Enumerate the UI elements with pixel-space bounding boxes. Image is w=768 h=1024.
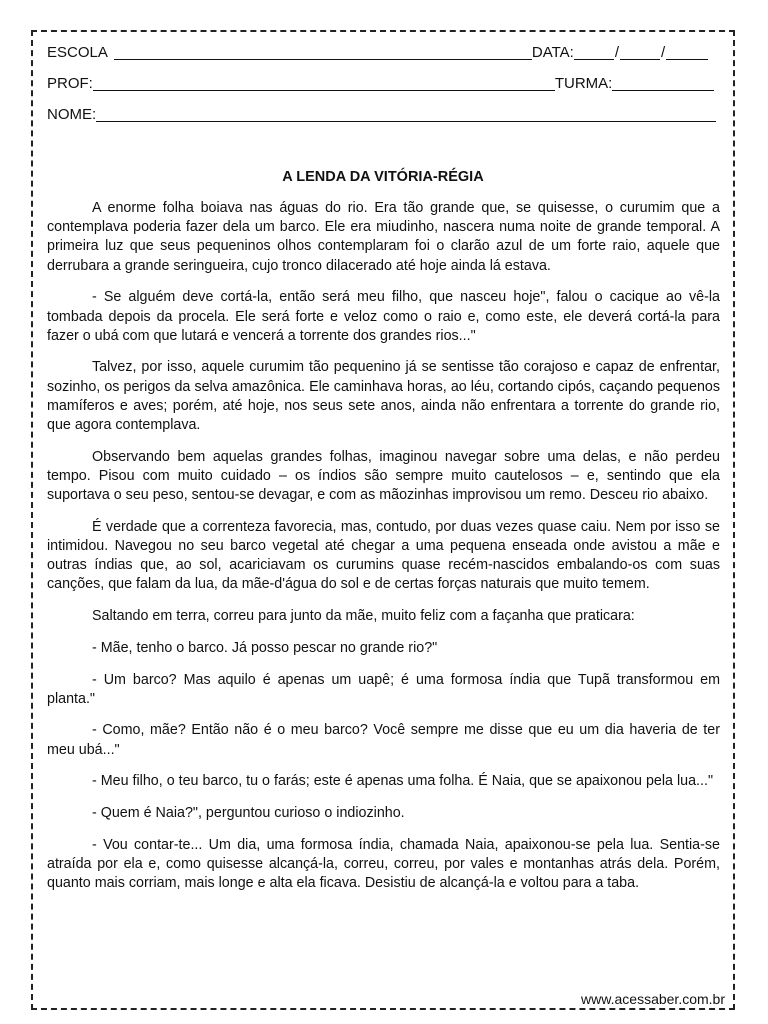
date-separator: / (614, 44, 619, 61)
paragraph: - Vou contar-te... Um dia, uma formosa índia, chamada Naia, apaixonou-se pela lua. Sentia-se atraída por ela e, como quisesse alcançá-la, correu, correu, por vales e montanhas atrás dela. Porém, quanto mais corriam, mais longe e alta ela ficava. Desistiu de alcançá-la e voltou para a taba. (47, 836, 720, 892)
story-text (47, 199, 720, 906)
escola-label: ESCOLA (47, 44, 108, 61)
paragraph: A enorme folha boiava nas águas do rio. Era tão grande que, se quisesse, o curumim que a contemplava poderia fazer dela um barco. Ele era miudinho, nascera numa noite de grande temporal. A primeira luz que seus pequeninos olhos contemplaram foi o clarão azul de um forte raio, aquele que derrubara a grande seringueira, cujo tronco dilacerado até hoje ainda lá estava. (47, 200, 720, 274)
escola-field[interactable] (114, 45, 532, 60)
data-year-field[interactable] (666, 45, 708, 60)
header-row-escola (47, 44, 708, 62)
paragraph: - Meu filho, o teu barco, tu o farás; este é apenas uma folha. É Naia, que se apaixonou pela lua..." (92, 773, 714, 790)
data-day-field[interactable] (574, 45, 614, 60)
paragraph: Observando bem aquelas grandes folhas, imaginou navegar sobre uma delas, e não perdeu tempo. Pisou com muito cuidado – os índios são sempre muito cautelosos – e, sentindo que ela suportava o seu peso, sentou-se devagar, e com as mãozinhas improvisou um remo. Desceu rio abaixo. (47, 448, 720, 504)
website-footer[interactable]: www.acessaber.com.br (581, 991, 725, 1007)
prof-field[interactable] (93, 76, 555, 91)
date-separator: / (660, 44, 666, 61)
prof-label: PROF: (47, 75, 93, 92)
paragraph: - Se alguém deve cortá-la, então será meu filho, que nasceu hoje", falou o cacique ao vê-la tombada depois da procela. Ele será forte e veloz como o raio e, como este, ele deverá cortá-la para fazer o ubá com que lutará e vencerá a torrente dos grandes rios..." (47, 289, 720, 344)
nome-label: NOME: (47, 106, 97, 123)
turma-label: TURMA: (554, 75, 613, 92)
paragraph: É verdade que a correnteza favorecia, mas, contudo, por duas vezes quase caiu. Nem por isso se intimidou. Navegou no seu barco vegetal até chegar a uma pequena enseada onde avistou a mãe e outras índias que, ao sol, acariciavam os curumins quase recém-nascidos embalando-os com suas canções, que falam da lua, da mãe-d'água do sol e de certas forças naturais que muito temem. (47, 518, 720, 593)
header-row-nome (47, 106, 716, 124)
header-row-prof (47, 75, 714, 93)
paragraph: - Como, mãe? Então não é o meu barco? Você sempre me disse que eu um dia haveria de ter meu ubá..." (47, 722, 720, 758)
data-label: DATA: (531, 44, 574, 61)
turma-field[interactable] (612, 76, 714, 91)
paragraph: - Um barco? Mas aquilo é apenas um uapê; é uma formosa índia que Tupã transformou em planta." (47, 671, 720, 707)
nome-field[interactable] (96, 107, 716, 122)
paragraph: - Quem é Naia?", perguntou curioso o indiozinho. (92, 805, 405, 822)
paragraph: Talvez, por isso, aquele curumim tão pequenino já se sentisse tão corajoso e capaz de enfrentar, sozinho, os perigos da selva amazônica. Ele caminhava horas, ao léu, cortando cipós, caçando pequenos mamíferos e aves; porém, até hoje, nos seus sete anos, ainda não enfrentara a torrente do grande rio, que agora contemplava. (47, 359, 720, 434)
document-title: A LENDA DA VITÓRIA-RÉGIA (282, 169, 484, 185)
paragraph: Saltando em terra, correu para junto da mãe, muito feliz com a façanha que praticara: (92, 608, 635, 625)
data-month-field[interactable] (620, 45, 660, 60)
paragraph: - Mãe, tenho o barco. Já posso pescar no grande rio?" (92, 639, 438, 656)
